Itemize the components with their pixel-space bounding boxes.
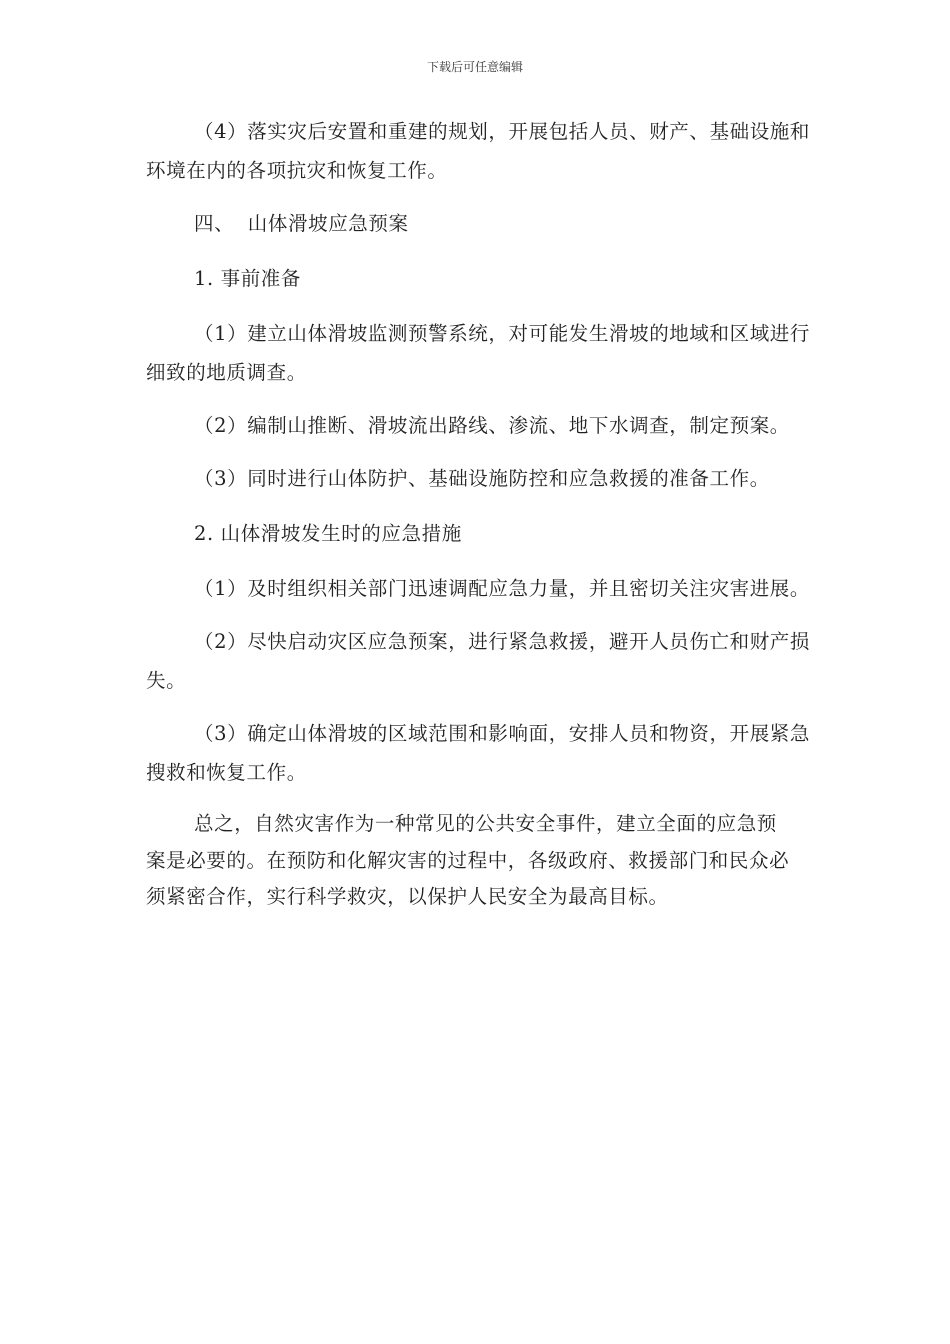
document-body [146, 112, 814, 916]
paragraph-monitoring-system: （1）建立山体滑坡监测预警系统，对可能发生滑坡的地域和区域进行细致的地质调查。 [146, 322, 811, 384]
paragraph-protection-preparation: （3）同时进行山体防护、基础设施防控和应急救援的准备工作。 [194, 467, 770, 490]
subheading-emergency-measures: 2. 山体滑坡发生时的应急措施 [194, 522, 462, 545]
paragraph-search-rescue: （3）确定山体滑坡的区域范围和影响面，安排人员和物资，开展紧急搜救和恢复工作。 [146, 722, 811, 784]
paragraph-dispatch-forces: （1）及时组织相关部门迅速调配应急力量，并且密切关注灾害进展。 [194, 577, 811, 600]
page-header-note: 下载后可任意编辑 [426, 60, 523, 74]
paragraph-post-disaster-resettlement: （4）落实灾后安置和重建的规划，开展包括人员、财产、基础设施和环境在内的各项抗灾和恢复工作。 [146, 120, 811, 182]
paragraph-plan-drafting: （2）编制山推断、滑坡流出路线、渗流、地下水调查，制定预案。 [194, 414, 790, 437]
paragraph-start-plan: （2）尽快启动灾区应急预案，进行紧急救援，避开人员伤亡和财产损失。 [146, 630, 811, 692]
paragraph-conclusion: 总之，自然灾害作为一种常见的公共安全事件，建立全面的应急预案是必要的。在预防和化解灾害的过程中，各级政府、救援部门和民众必须紧密合作，实行科学救灾，以保护人民安全为最高目标。 [146, 812, 790, 908]
section-heading-landslide-plan: 四、 山体滑坡应急预案 [194, 212, 409, 235]
subheading-advance-preparation: 1. 事前准备 [194, 267, 302, 290]
